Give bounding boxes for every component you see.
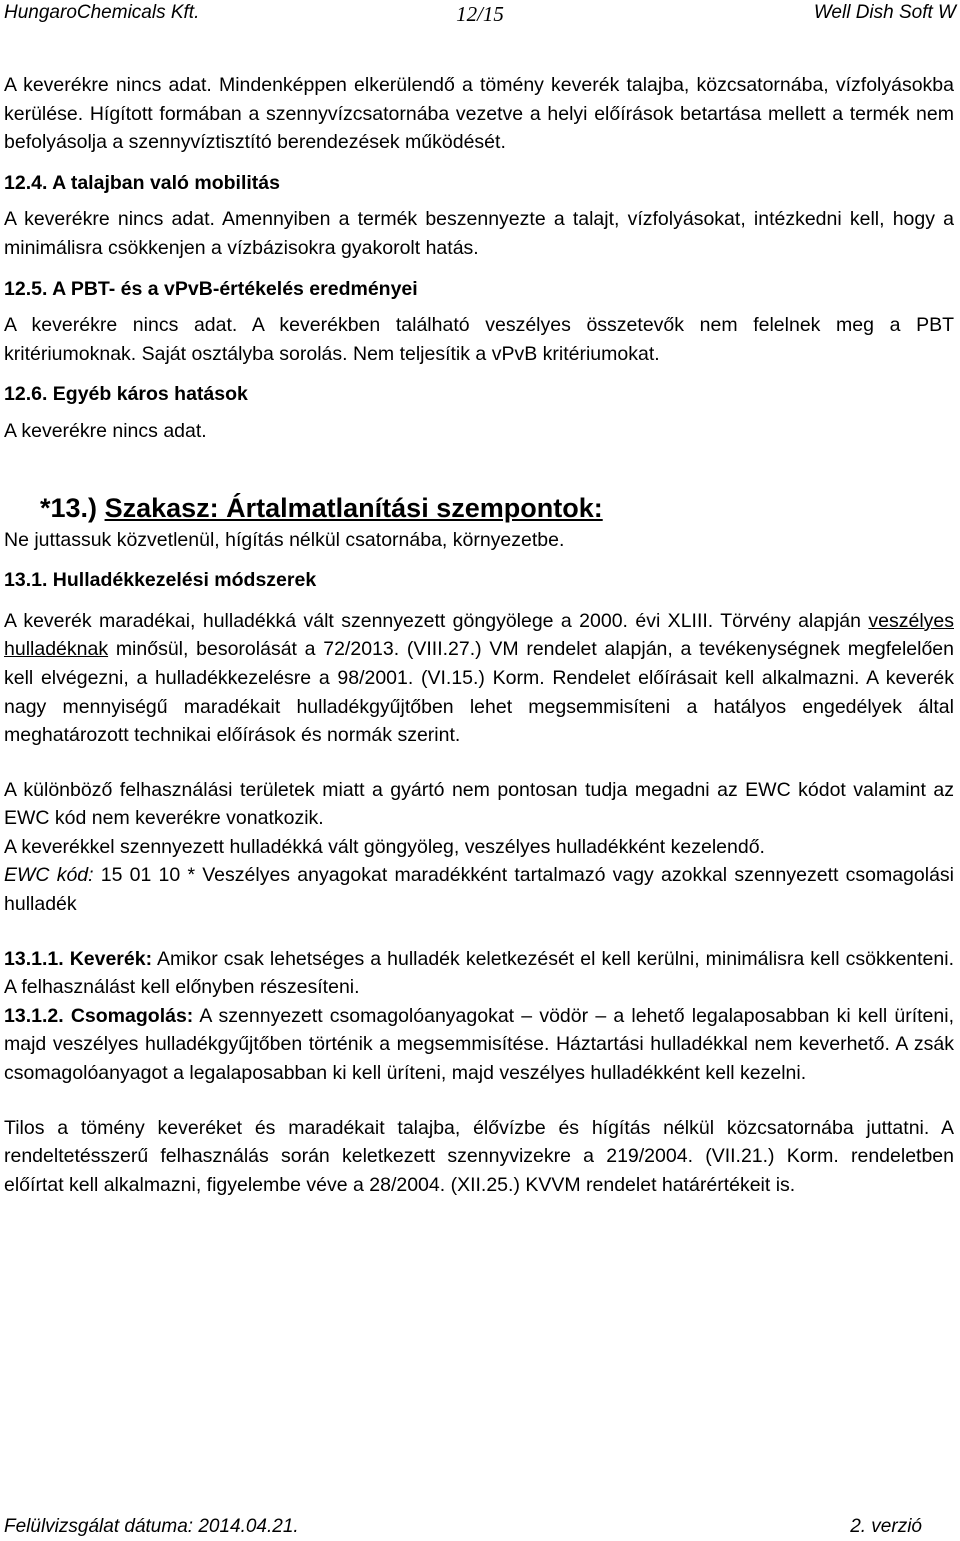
- section-13-1-1-number: 13.1.1.: [4, 947, 70, 970]
- ewc-paragraph-1: A különböző felhasználási területek miatt a gyártó nem pontosan tudja megadni az EWC kódot valamint az EWC kód nem keverékre vonatkozik.: [4, 778, 954, 830]
- section-12-5-heading: 12.5. A PBT- és a vPvB-értékelés eredményei: [4, 277, 418, 300]
- section-13-1-2-paragraph: [4, 1002, 954, 1088]
- footer-review-date: Felülvizsgálat dátuma: 2014.04.21.: [4, 1516, 299, 1537]
- section-13-1-1-label: Keverék:: [69, 947, 153, 970]
- section-12-4-heading: 12.4. A talajban való mobilitás: [4, 171, 280, 194]
- section-13-1-2-text: A szennyezett csomagolóanyagokat – vödör – a lehető legalaposabban ki kell üríteni, majd veszélyes hulladékgyűjtőben történik a megsemmisítése. Háztartási hulladékkal nem keverhető. A zsák csomagolóanyagot a legalaposabban ki kell üríteni, majd veszélyes hulladékként kell kezelni.: [4, 1004, 954, 1085]
- header-software: Well Dish Soft W: [813, 2, 956, 23]
- waste-paragraph: [4, 607, 954, 750]
- section-13-heading: [40, 490, 954, 526]
- section-13-1-2-label: Csomagolás:: [70, 1004, 194, 1027]
- ewc-paragraph-2: A keverékkel szennyezett hulladékká vált göngyöleg, veszélyes hulladékként kezelendő.: [4, 835, 765, 858]
- final-paragraph: Tilos a tömény keveréket és maradékait talajba, élővízbe és hígítás nélkül közcsatornába juttatni. A rendeltetésszerű felhasználás során keletkezett szennyvizekre a 219/2004. (VII.21.) Korm. rendeletben előírtat kell alkalmazni, figyelembe véve a 28/2004. (XII.25.) KVVM rendelet határértékeit is.: [4, 1116, 954, 1196]
- section-12-4-paragraph: A keverékre nincs adat. Amennyiben a termék beszennyezte a talajt, vízfolyásokat, intézkedni kell, hogy a minimálisra csökkenjen a vízbázisokra gyakorolt hatás.: [4, 208, 954, 259]
- section-12-5-paragraph: A keverékre nincs adat. A keverékben található veszélyes összetevők nem felelnek meg a PBT kritériumoknak. Saját osztályba sorolás. Nem teljesítik a vPvB kritériumokat.: [4, 314, 954, 365]
- ewc-code-label: EWC kód:: [4, 864, 94, 887]
- header-company: HungaroChemicals Kft.: [4, 2, 200, 23]
- section-13-intro: Ne juttassuk közvetlenül, hígítás nélkül csatornába, környezetbe.: [4, 528, 565, 551]
- section-12-6-paragraph: A keverékre nincs adat.: [4, 419, 207, 442]
- page-header: [0, 0, 960, 26]
- section-12-3-paragraph: A keverékre nincs adat. Mindenképpen elkerülendő a tömény keverék talajba, közcsatornába, vízfolyásokba kerülése. Hígított formában a szennyvízcsatornába vezetve a helyi előírások betartása mellett a termék nem befolyásolja a szennyvíztisztító berendezések működését.: [4, 74, 954, 154]
- waste-text-a: A keverék maradékai, hulladékká vált szennyezett göngyölege a 2000. évi XLIII. Törvény alapján: [4, 609, 869, 632]
- waste-text-b: minősül, besorolását a 72/2013. (VIII.27.) VM rendelet alapján, a tevékenységnek megfelelően kell elvégezni, a hulladékkezelésre a 98/2001. (VI.15.) Korm. Rendelet előírásait kell alkalmazni. A keverék nagy mennyiségű maradékait hulladékgyűjtőben lehet megsemmisíteni a hatályos engedélyek által meghatározott technikai előírások és normák szerint.: [4, 638, 954, 747]
- section-13-1-2-number: 13.1.2.: [4, 1004, 71, 1027]
- section-12-6-heading: 12.6. Egyéb káros hatások: [4, 383, 248, 406]
- section-13-1-1-paragraph: [4, 945, 954, 1002]
- header-page-number: 12/15: [456, 2, 504, 26]
- page-footer: [0, 1514, 960, 1540]
- waste-text-underlined: veszélyes hulladéknak: [4, 609, 954, 661]
- document-body: [4, 71, 954, 1199]
- section-13-title: Szakasz: Ártalmatlanítási szempontok:: [104, 492, 603, 523]
- footer-version: 2. verzió: [850, 1516, 922, 1537]
- ewc-code-paragraph: [4, 861, 954, 918]
- ewc-code-text: 15 01 10 * Veszélyes anyagokat maradékként tartalmazó vagy azokkal szennyezett csomagolási hulladék: [4, 864, 954, 916]
- section-13-1-1-text: Amikor csak lehetséges a hulladék keletkezését el kell kerülni, minimálisra kell csökkenteni. A felhasználást kell előnyben részesíteni.: [4, 947, 954, 999]
- section-13-number: *13.): [40, 492, 98, 523]
- section-13-1-heading: 13.1. Hulladékkezelési módszerek: [4, 569, 317, 592]
